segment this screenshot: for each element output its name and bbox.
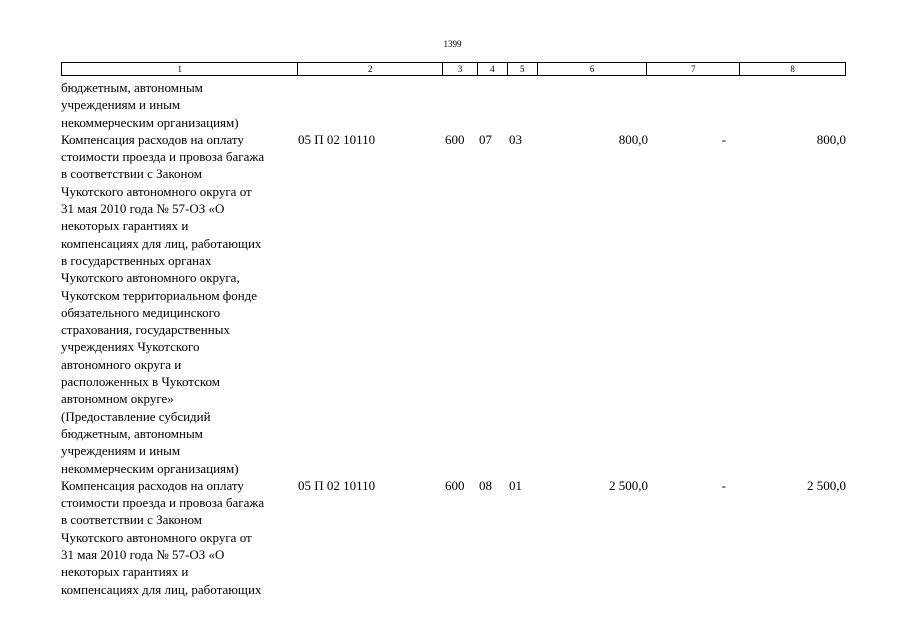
text-line: учреждениям и иным bbox=[61, 443, 181, 459]
row-rz: 07 bbox=[479, 131, 492, 147]
text-line: обязательного медицинского bbox=[61, 304, 221, 320]
text-line: Чукотского автономного округа от bbox=[61, 529, 252, 545]
text-line: Компенсация расходов на оплату bbox=[61, 131, 244, 147]
row-col7: - bbox=[721, 131, 726, 147]
row-col7: - bbox=[721, 477, 726, 493]
text-line: Компенсация расходов на оплату bbox=[61, 477, 244, 493]
text-line: Чукотском территориальном фонде bbox=[61, 287, 258, 303]
text-line: некоммерческим организациям) bbox=[61, 114, 239, 130]
text-line: Чукотского автономного округа от bbox=[61, 183, 252, 199]
continuation-row bbox=[61, 79, 846, 131]
table-body bbox=[61, 79, 846, 598]
page-number: 1399 bbox=[443, 39, 462, 49]
text-line: компенсациях для лиц, работающих bbox=[61, 581, 262, 597]
row-description bbox=[61, 477, 298, 598]
row-vr: 600 bbox=[445, 477, 465, 493]
header-col-1: 1 bbox=[62, 63, 298, 75]
row-pr: 03 bbox=[509, 131, 522, 147]
text-line: в соответствии с Законом bbox=[61, 166, 202, 182]
text-line: компенсациях для лиц, работающих bbox=[61, 235, 262, 251]
text-line: расположенных в Чукотском bbox=[61, 374, 221, 390]
text-line: автономном округе» bbox=[61, 391, 174, 407]
row-total: 800,0 bbox=[618, 131, 648, 147]
text-line: стоимости проезда и провоза багажа bbox=[61, 149, 265, 165]
text-line: 31 мая 2010 года № 57-ОЗ «О bbox=[61, 547, 225, 563]
row-total: 2 500,0 bbox=[609, 477, 648, 493]
row-description bbox=[61, 131, 298, 477]
row-code: 05 П 02 10110 bbox=[298, 477, 376, 493]
text-line: некоторых гарантиях и bbox=[61, 564, 189, 580]
text-line: страхования, государственных bbox=[61, 322, 230, 338]
header-col-2: 2 bbox=[298, 63, 443, 75]
text-line: в соответствии с Законом bbox=[61, 512, 202, 528]
row-col8: 2 500,0 bbox=[807, 477, 846, 493]
text-line: автономного округа и bbox=[61, 356, 182, 372]
header-col-6: 6 bbox=[538, 63, 648, 75]
text-line: учреждениям и иным bbox=[61, 97, 181, 113]
header-col-5: 5 bbox=[508, 63, 538, 75]
text-line: учреждениях Чукотского bbox=[61, 339, 200, 355]
text-line: некоторых гарантиях и bbox=[61, 218, 189, 234]
row-pr: 01 bbox=[509, 477, 522, 493]
table-row bbox=[61, 477, 846, 598]
text-line: 31 мая 2010 года № 57-ОЗ «О bbox=[61, 201, 225, 217]
continuation-text bbox=[61, 79, 298, 131]
text-line: (Предоставление субсидий bbox=[61, 408, 211, 424]
row-col8: 800,0 bbox=[816, 131, 846, 147]
text-line: некоммерческим организациям) bbox=[61, 460, 239, 476]
row-rz: 08 bbox=[479, 477, 492, 493]
text-line: Чукотского автономного округа, bbox=[61, 270, 240, 286]
text-line: стоимости проезда и провоза багажа bbox=[61, 495, 265, 511]
header-col-4: 4 bbox=[478, 63, 508, 75]
text-line: бюджетным, автономным bbox=[61, 80, 203, 95]
table-header-row bbox=[61, 62, 846, 76]
table-row bbox=[61, 131, 846, 477]
header-col-7: 7 bbox=[647, 63, 740, 75]
text-line: бюджетным, автономным bbox=[61, 425, 203, 441]
row-code: 05 П 02 10110 bbox=[298, 131, 376, 147]
row-vr: 600 bbox=[445, 131, 465, 147]
header-col-3: 3 bbox=[443, 63, 478, 75]
text-line: в государственных органах bbox=[61, 252, 212, 268]
header-col-8: 8 bbox=[790, 64, 795, 74]
